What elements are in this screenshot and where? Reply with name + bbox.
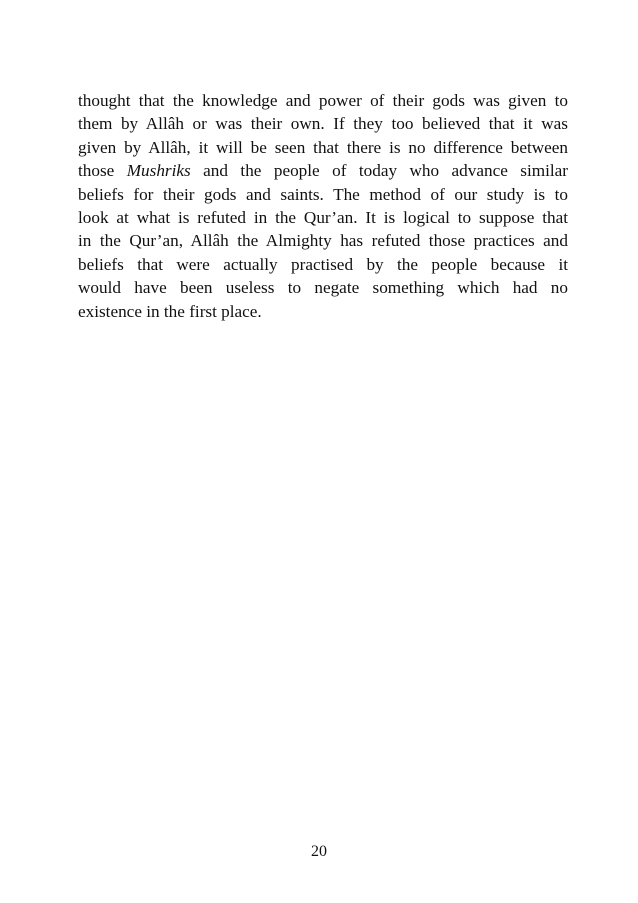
line-4-text-end: and the people of today who advance similar bbox=[190, 161, 569, 181]
paragraph-line-8: beliefs that were actually practised by the people because it bbox=[78, 254, 568, 274]
paragraph-line-9: would have been useless to negate something which had no bbox=[78, 278, 568, 298]
paragraph-line-1: thought that the knowledge and power of their gods was given to bbox=[78, 91, 568, 110]
paragraph-line-6: look at what is refuted in the Qur’an. It is logical to suppose that bbox=[78, 208, 568, 228]
paragraph-line-2: them by Allâh or was their own. If they too believed that it was bbox=[78, 114, 568, 134]
paragraph-line-5: beliefs for their gods and saints. The method of our study is to bbox=[78, 184, 568, 204]
paragraph-line-3: given by Allâh, it will be seen that there is no difference between bbox=[78, 137, 568, 157]
paragraph-line-7: in the Qur’an, Allâh the Almighty has refuted those practices and bbox=[78, 231, 568, 251]
line-4-text-start: those bbox=[78, 161, 127, 181]
mushriks-term: Mushriks bbox=[126, 161, 191, 181]
body-paragraph bbox=[78, 89, 568, 323]
paragraph-line-4 bbox=[78, 159, 568, 182]
paragraph-line-10: existence in the first place. bbox=[78, 301, 262, 321]
page-number: 20 bbox=[311, 843, 327, 860]
